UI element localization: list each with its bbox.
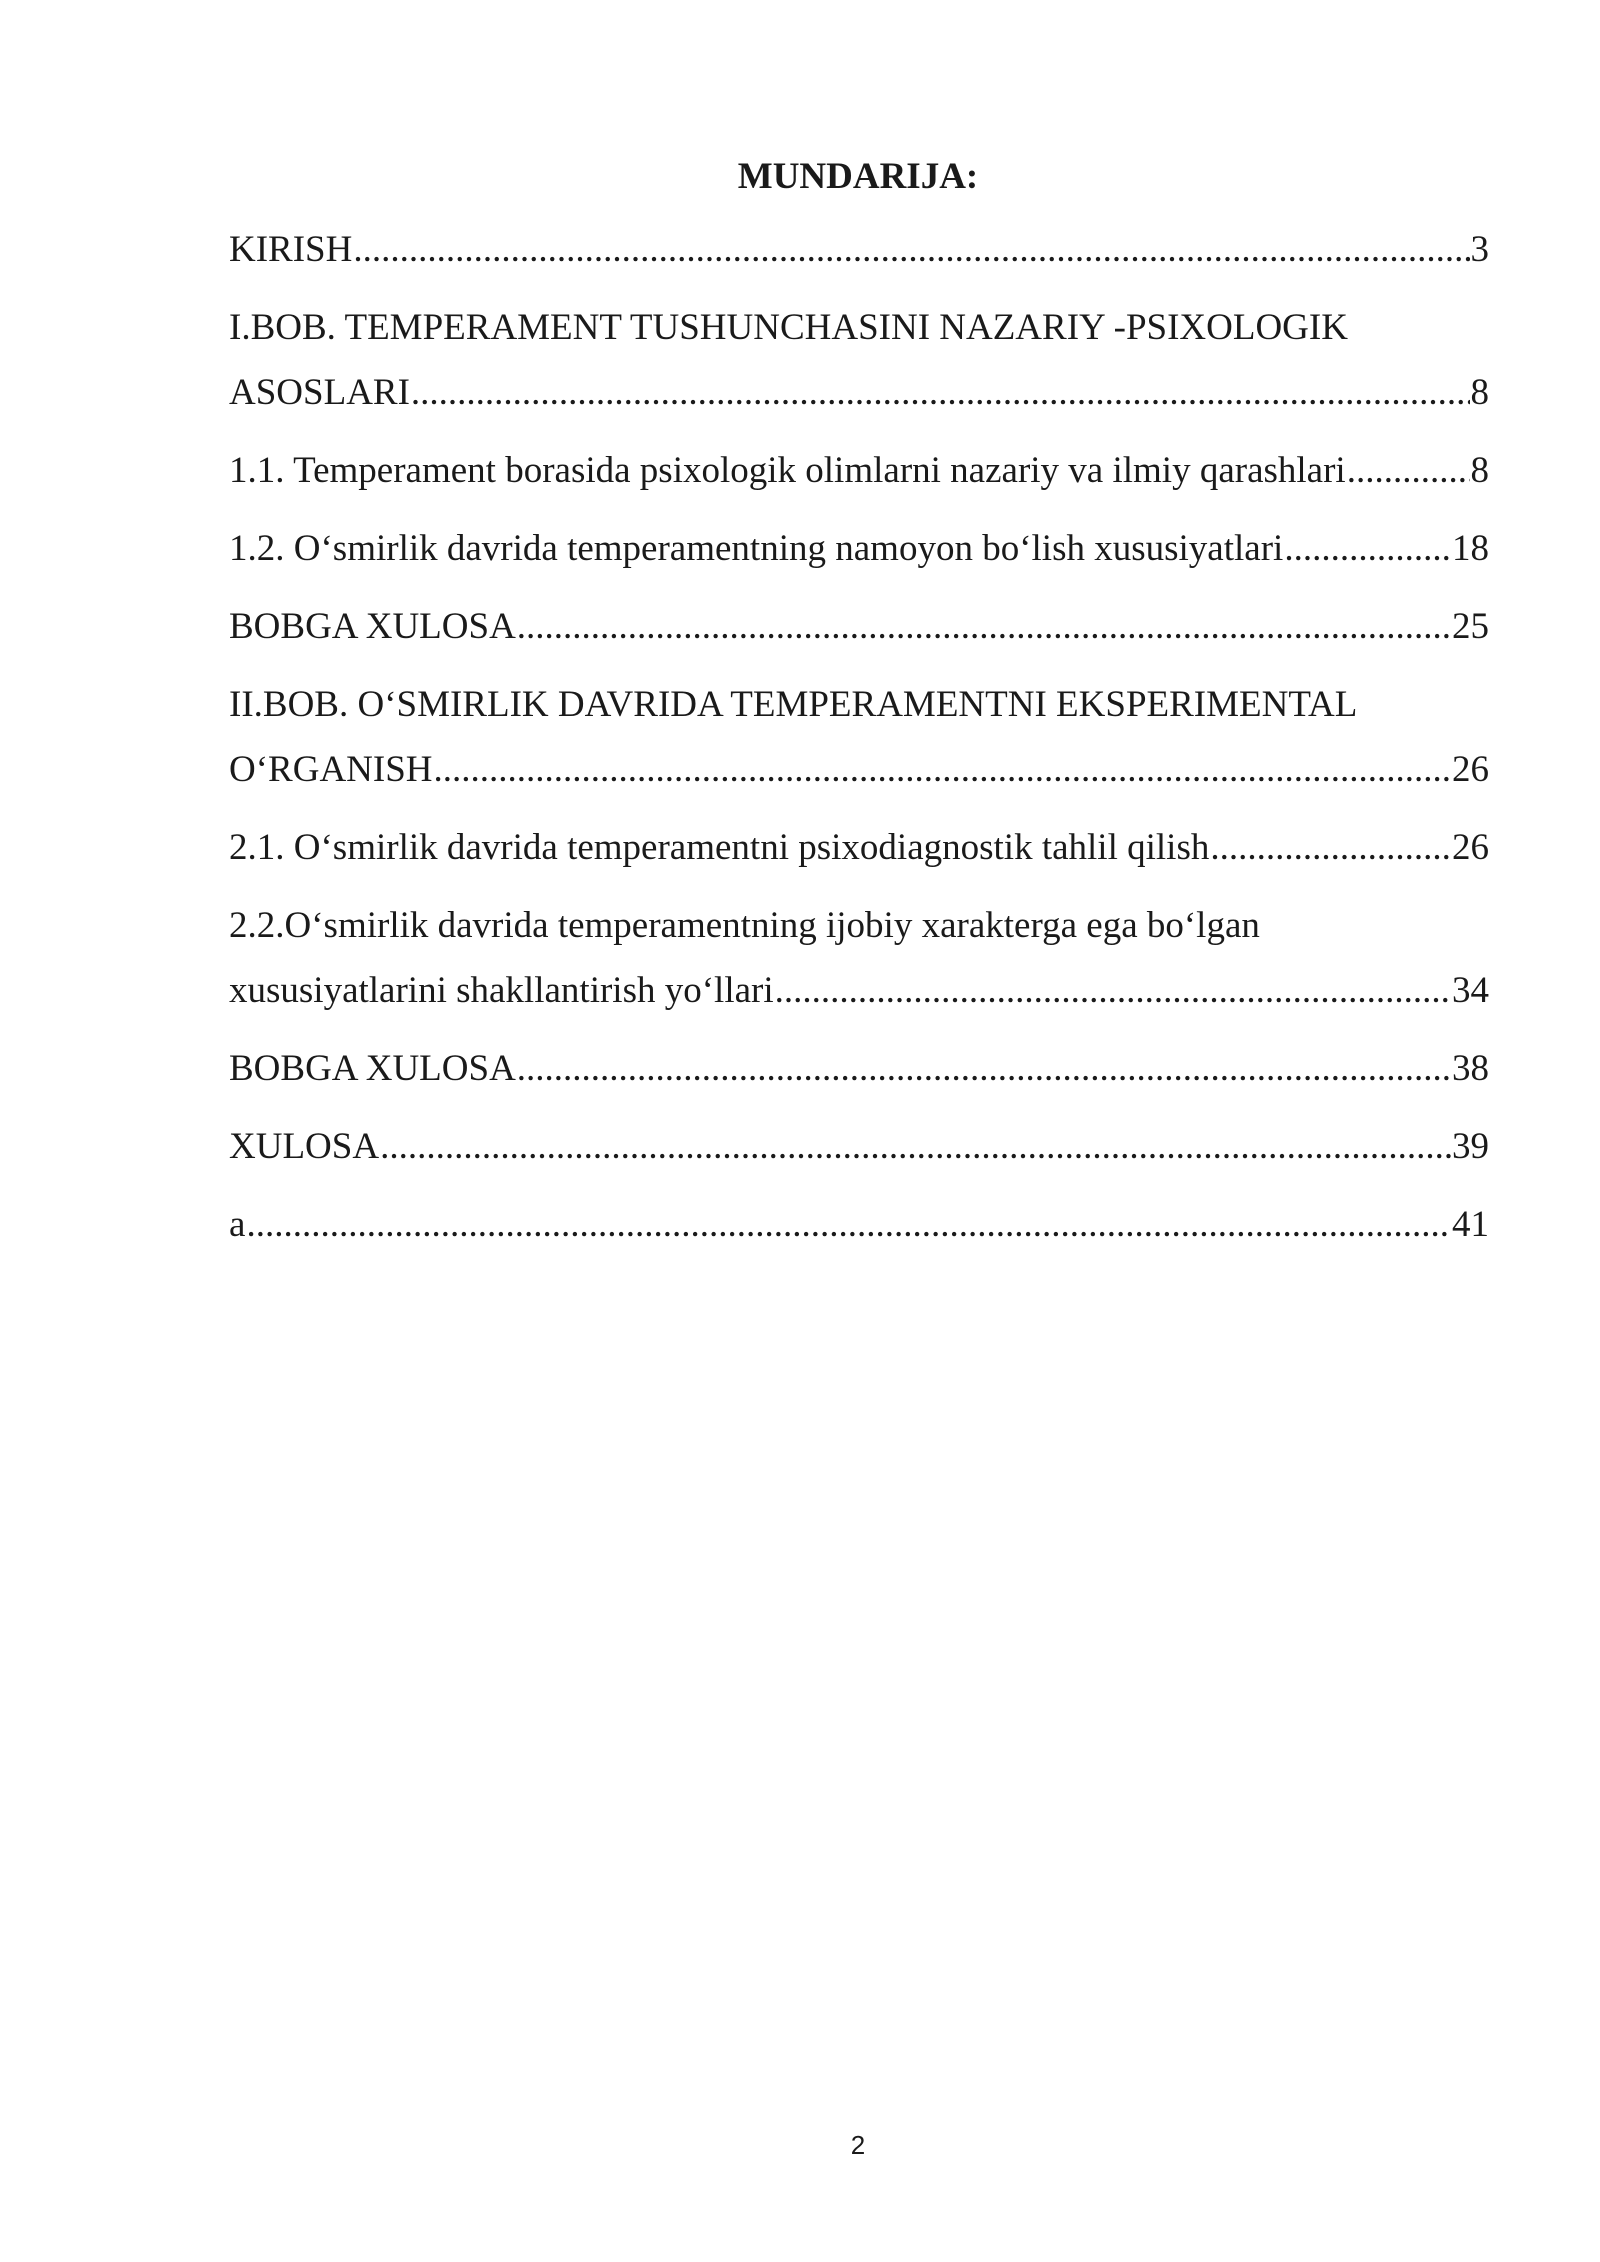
dot-leader xyxy=(380,1114,1451,1179)
toc-entry[interactable] xyxy=(229,1192,1489,1257)
toc-entry-heading: I.BOB. TEMPERAMENT TUSHUNCHASINI NAZARIY -PSIXOLOGIK xyxy=(229,307,1348,348)
toc-entry-text: a xyxy=(229,1204,246,1245)
toc-entry-page: 3 xyxy=(1470,229,1489,270)
toc-entry-text: 2.1. O‘smirlik davrida temperamentni psixodiagnostik tahlil qilish xyxy=(229,827,1210,868)
toc-entry[interactable] xyxy=(229,1114,1489,1179)
toc-entry-text: KIRISH xyxy=(229,229,353,270)
toc-entry-text: BOBGA XULOSA xyxy=(229,1048,516,1089)
toc-entry[interactable] xyxy=(229,1036,1489,1101)
page-number: 2 xyxy=(850,2130,866,2160)
dot-leader xyxy=(1347,438,1470,503)
toc-entry-text: 1.2. O‘smirlik davrida temperamentning namoyon bo‘lish xususiyatlari xyxy=(229,528,1284,569)
toc-entry-page: 25 xyxy=(1452,606,1489,647)
dot-leader xyxy=(517,1036,1451,1101)
toc-entry-page: 26 xyxy=(1452,827,1489,868)
toc-entry-text: ASOSLARI xyxy=(229,372,410,413)
dot-leader xyxy=(775,958,1451,1023)
toc-entry-text: 1.1. Temperament borasida psixologik olimlarni nazariy va ilmiy qarashlari xyxy=(229,450,1346,491)
toc-entry[interactable] xyxy=(229,594,1489,659)
toc-entry-text: XULOSA xyxy=(229,1126,380,1167)
dot-leader xyxy=(411,360,1470,425)
toc-entry-page: 26 xyxy=(1452,749,1489,790)
dot-leader xyxy=(517,594,1451,659)
toc-entry[interactable] xyxy=(229,893,1489,1023)
dot-leader xyxy=(1284,516,1451,581)
toc-entry[interactable] xyxy=(229,672,1489,802)
toc-entry[interactable] xyxy=(229,438,1489,503)
toc-entry-heading: II.BOB. O‘SMIRLIK DAVRIDA TEMPERAMENTNI EKSPERIMENTAL xyxy=(229,684,1358,725)
toc-entry-page: 34 xyxy=(1452,970,1489,1011)
toc-entry-page: 41 xyxy=(1452,1204,1489,1245)
dot-leader xyxy=(1210,815,1451,880)
toc-entry[interactable] xyxy=(229,217,1489,282)
toc-entry-page: 8 xyxy=(1470,372,1489,413)
dot-leader xyxy=(434,737,1452,802)
dot-leader xyxy=(353,217,1469,282)
toc-entry-page: 8 xyxy=(1470,450,1489,491)
toc-entry-text: O‘RGANISH xyxy=(229,749,433,790)
toc-entry-text: xususiyatlarini shakllantirish yo‘llari xyxy=(229,970,774,1011)
toc-entry-page: 39 xyxy=(1452,1126,1489,1167)
toc-entry-page: 38 xyxy=(1452,1048,1489,1089)
toc-entry[interactable] xyxy=(229,516,1489,581)
toc-entry[interactable] xyxy=(229,815,1489,880)
toc-entry-heading: 2.2.O‘smirlik davrida temperamentning ijobiy xarakterga ega bo‘lgan xyxy=(229,905,1260,946)
toc-title: MUNDARIJA: xyxy=(737,156,979,197)
dot-leader xyxy=(246,1192,1451,1257)
table-of-contents xyxy=(229,217,1489,1257)
toc-entry[interactable] xyxy=(229,295,1489,425)
toc-entry-text: BOBGA XULOSA xyxy=(229,606,516,647)
toc-entry-page: 18 xyxy=(1452,528,1489,569)
